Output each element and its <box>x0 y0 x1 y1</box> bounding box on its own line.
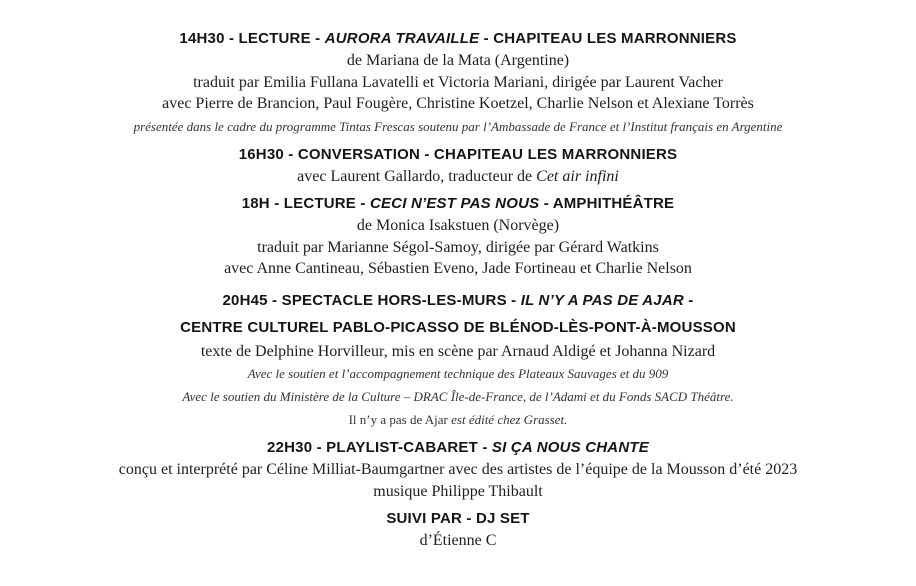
event-note <box>0 362 916 385</box>
heading-separator: - <box>683 291 694 309</box>
event-heading <box>0 28 916 50</box>
event-credits: conçu et interprété par Céline Milliat-Baumgartner avec des artistes de l’équipe de la Mousson d’été 2023 <box>118 461 798 478</box>
event-note-text: Avec le soutien et l’accompagnement technique des Plateaux Sauvages et du 909 <box>247 366 669 381</box>
heading-title: SI ÇA NOUS CHANTE <box>491 439 649 456</box>
event-music: musique Philippe Thibault <box>373 482 543 500</box>
event-heading: 16H30 - CONVERSATION - CHAPITEAU LES MARRONNIERS <box>238 145 678 163</box>
event-translation: traduit par Marianne Ségol-Samoy, dirigée par Gérard Watkins <box>257 238 659 256</box>
event-artist: d’Étienne C <box>419 532 497 549</box>
heading-title: IL N’Y A PAS DE AJAR <box>520 291 684 309</box>
event-author: de Mariana de la Mata (Argentine) <box>346 52 570 69</box>
event-note-text: Avec le soutien du Ministère de la Culture – DRAC Île-de-France, de l’Adami et du Fonds SACD Théâtre. <box>182 389 734 404</box>
event-translation: traduit par Emilia Fullana Lavatelli et Victoria Mariani, dirigée par Laurent Vacher <box>193 73 723 91</box>
event-il-ny-a-pas-de-ajar <box>0 287 916 432</box>
heading-title: AURORA TRAVAILLE <box>324 30 480 47</box>
event-ceci-nest-pas-nous <box>0 193 916 280</box>
heading-time-type: 20H45 - SPECTACLE HORS-LES-MURS - <box>222 291 521 309</box>
event-cast: avec Pierre de Brancion, Paul Fougère, Christine Koetzel, Charlie Nelson et Alexiane Torrès <box>162 95 754 112</box>
heading-time-type: 22H30 - PLAYLIST-CABARET - <box>267 439 492 456</box>
event-dj-set <box>0 508 916 552</box>
heading-venue: - AMPHITHÉÂTRE <box>539 195 675 212</box>
heading-time-type: 14H30 - LECTURE - <box>179 30 325 47</box>
heading-venue: - CHAPITEAU LES MARRONNIERS <box>479 30 737 47</box>
event-conversation <box>0 144 916 188</box>
event-heading <box>0 437 916 459</box>
event-heading <box>0 287 916 314</box>
heading-title: CECI N’EST PAS NOUS <box>369 195 540 212</box>
event-note <box>0 115 916 138</box>
event-description <box>0 166 916 188</box>
publisher-text: est édité chez Grasset. <box>447 412 568 427</box>
event-heading <box>0 193 916 215</box>
event-credits: texte de Delphine Horvilleur, mis en scène par Arnaud Aldigé et Johanna Nizard <box>200 342 716 360</box>
event-aurora-travaille <box>0 28 916 138</box>
event-note-text: présentée dans le cadre du programme Tintas Frescas soutenu par l’Ambassade de France et l’Institut français en Argentine <box>133 118 783 134</box>
event-si-ca-nous-chante <box>0 437 916 502</box>
event-note <box>0 385 916 408</box>
event-venue-heading: CENTRE CULTUREL PABLO-PICASSO DE BLÉNOD-LÈS-PONT-À-MOUSSON <box>180 318 736 336</box>
event-author: de Monica Isakstuen (Norvège) <box>356 217 560 234</box>
event-heading: SUIVI PAR - DJ SET <box>386 510 530 527</box>
description-text: avec Laurent Gallardo, traducteur de <box>297 167 537 185</box>
publisher-book-title: Il n’y a pas de Ajar <box>348 412 448 427</box>
description-title: Cet air infini <box>536 167 619 185</box>
heading-time-type: 18H - LECTURE - <box>241 195 370 212</box>
event-note-publisher <box>0 408 916 431</box>
event-cast: avec Anne Cantineau, Sébastien Eveno, Jade Fortineau et Charlie Nelson <box>224 260 692 277</box>
